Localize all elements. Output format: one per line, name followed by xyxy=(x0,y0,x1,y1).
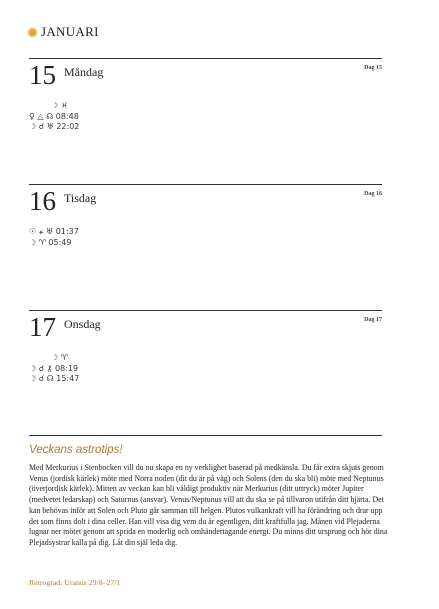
day-number: 15 xyxy=(29,60,56,90)
day-name: Måndag xyxy=(64,65,104,79)
aspect-line: ☽ ♈ xyxy=(51,353,68,362)
day-tag: Dag 16 xyxy=(364,191,382,197)
page-header xyxy=(29,24,99,40)
retrograde-note: Retrograd: Uranus 29/8–27/1 xyxy=(29,578,121,587)
astro-aspects xyxy=(29,227,79,248)
tips-title: Veckans astrotips! xyxy=(29,444,123,456)
aspect-line: ☽ ♓ xyxy=(51,101,68,110)
sun-icon xyxy=(29,29,36,36)
day-entry-17 xyxy=(29,310,382,383)
month-title: JANUARI xyxy=(41,24,99,39)
aspect-line: ☽ ♈ 05:49 xyxy=(29,237,72,247)
day-entry-15 xyxy=(29,58,382,131)
day-name: Tisdag xyxy=(64,191,97,205)
aspect-line: ♀ △ ☊ 08:48 xyxy=(29,111,79,121)
day-number: 17 xyxy=(29,312,56,342)
aspect-line: ☽ ☌ ♅ 22:02 xyxy=(29,122,80,131)
day-tag: Dag 17 xyxy=(364,317,382,323)
aspect-line: ☽ ☌ ☊ 15:47 xyxy=(29,374,80,383)
day-name: Onsdag xyxy=(64,317,101,331)
aspect-line: ☉ ⚹ ♅ 01:37 xyxy=(29,227,79,236)
astro-aspects xyxy=(29,353,79,385)
tips-divider xyxy=(29,435,382,436)
tips-body: Med Merkurius i Stenbocken vill du nu skapa en ny verklighet baserad på medkänsla. Du får extra skjuts genom Venus (jordisk kärlek) möte med Norra noden (dit du är på väg) och Solens (den du ska bli) möte med Neptunus (överjordisk kärlek). Mitten av veckan kan bli väldigt produktiv när Merkurius (ditt uttryck) möter Jupiter (medvetet ledarskap) och Saturnus (ansvar). Venus/Neptunus vill att du ska se på tillvaron utifrån ditt hjärta. Det kan behövas inför att Solen och Pluto går samman till helgen. Plutos vulkankraft vill ha förändring och drar upp det som finns dolt i dina celler. Han vill visa dig vem du är egentligen, ditt kraftfulla jag. Månen vid Plejaderna lugnar ner mötet genom att sprida en moderlig och omhändertagande energi. Du minns ditt ursprung och hör dina Plejadsystrar kalla på dig. Låt din själ leda dig. xyxy=(29,463,388,547)
day-tag: Dag 15 xyxy=(364,65,382,71)
astro-aspects xyxy=(29,101,79,133)
day-entry-16 xyxy=(29,184,382,247)
aspect-line: ☽ ☌ ⚷ 08:19 xyxy=(29,363,79,373)
day-number: 16 xyxy=(29,186,56,216)
